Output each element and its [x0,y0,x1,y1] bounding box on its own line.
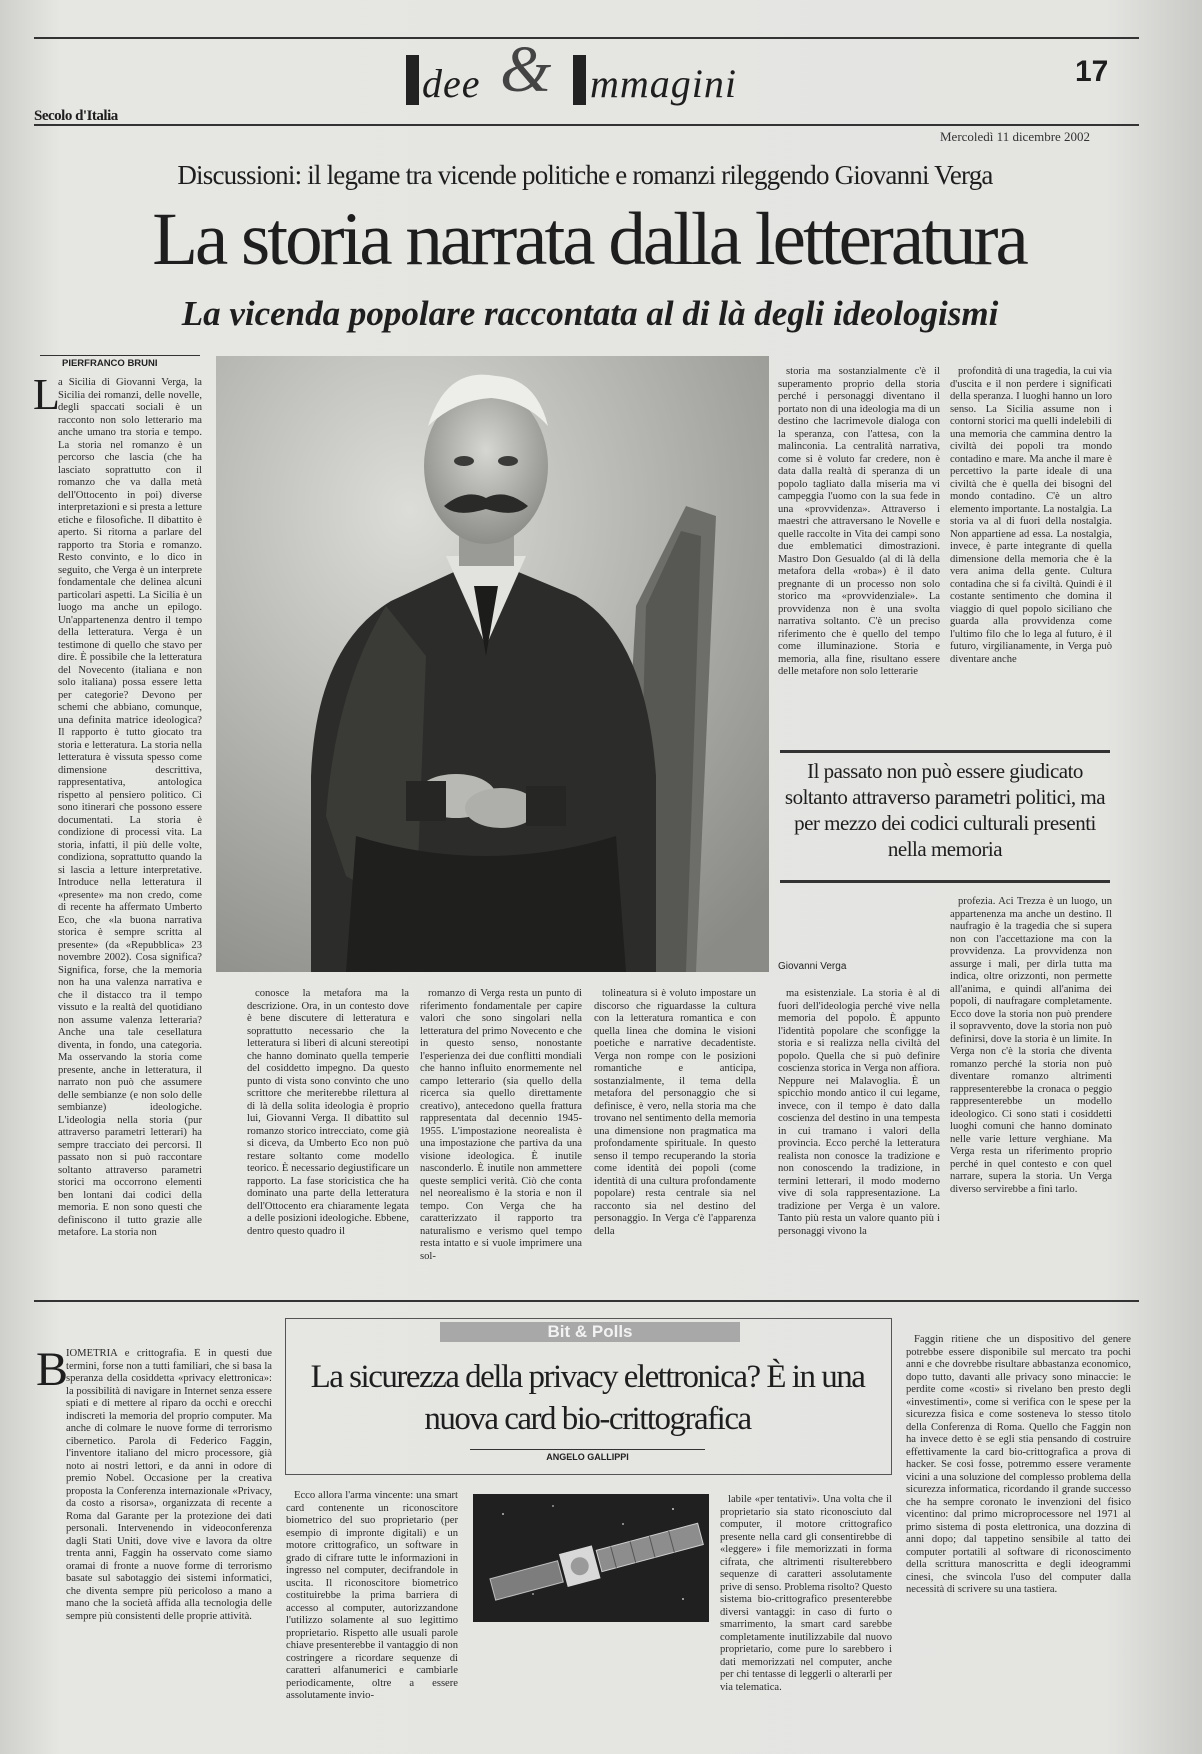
article-column-5 [778,366,940,736]
box-headline: La sicurezza della privacy elettronica? È in una nuova card bio-crittografica [310,1359,865,1437]
article-column-4b [778,988,940,1283]
article-column-6 [950,366,1112,736]
article-column-3 [420,988,582,1283]
section-title-left: dee [422,61,481,106]
box-column-4-text: Faggin ritiene che un dispositivo del genere potrebbe essere disponibile sul mercato tra pochi anni e che dovrebbe risultare abbastanza economico, dopo tutto, davanti alle privacy sono minaccie: le perdite come «costi» si rivelano ben presto degli «investimenti», come si verifica con le spese per la sicurezza fisica e come sosteneva lo stesso titolo della Conferenza di Roma. Quello che Faggin non ha invece detto è se egli stia pensando di costruire effettivamente la card bio-crittografica a prova di hacker. Se così fosse, potremmo essere veramente vicini a una soluzione del complesso problema della sicurezza informatica, ricordando il grande successo che ha sempre coronato le invenzioni del fisico vicentino: dal primo microprocessore nel 1971 al primo sistema di posta elettronica, una dozzina di anni dopo; dal tappetino sensibile al tatto dei computer portatili al software di riconoscimento della scrittura manoscritta e degli ideogrammi cinesi, che svincola l'uso del computer dalla necessità di scrivere su una tastiera. [906,1334,1131,1595]
box-column-1-text: IOMETRIA e crittografia. È in questi due termini, forse non a tutti familiari, che si basa la speranza della cosiddetta «privacy elettronica»: la possibilità di navigare in Internet senza essere spiati e di mettere al riparo da occhi e orecchi indiscreti la memoria del proprio computer. Ma anche di colmare le nuove forme di terrorismo cibernetico. Parola di Federico Faggin, l'inventore italiano del micro processore, già noto ai nostri lettori, e da anni in odore di premio Nobel. Occasione per la creativa proposta la Conferenza internazionale «Privacy, da costo a risorsa», organizzata di recente a Roma dal Garante per la protezione dei dati personali. Intervenendo in videoconferenza dagli Stati Uniti, dove vive e lavora da oltre trenta anni, Faggin ha osservato come siamo oramai di fronte a nuove forme di terrorismo basate sul sabotaggio dei sistemi informatici, che diventa sempre più pericoloso a mano a mano che la società affida alla tecnologia delle sempre più consistenti delle proprie attività. [66,1348,272,1622]
verga-portrait-photo [216,356,769,972]
article-kicker: Discussioni: il legame tra vicende politiche e romanzi rileggendo Giovanni Verga [177,160,993,190]
article-column-4 [594,988,756,1283]
box-column-1 [40,1348,272,1733]
article-column-4-text: tolineatura si è voluto impostare un discorso che riguardasse la cultura con la letteratura romantica e con quella linea che domina le visioni poetiche e narrative decadentiste. Verga non rompe con le posizioni romantiche e anticipa, sostanzialmente, il tema della metafora del personaggio che si definisce, è vero, nella storia ma che trovano nel sentimento della memoria una dimensione non pragmatica ma profondamente spirituale. In questo senso il tempo recuperando la storia come identità dei popoli (come identità di una cultura profondamente popolare) resta centrale sia nel racconto sia nel destino del personaggio. In Verga c'è l'apparenza della [594,988,756,1237]
section-title-right: mmagini [590,61,737,106]
article-column-6-text: profondità di una tragedia, la cui via d'uscita e il non perdere i significati della speranza. I luoghi hanno un loro senso. La Sicilia assume non i contorni storici ma quelli indelebili di una memoria che cammina dentro la civiltà dei popoli tra mondo contadino e mare. Ma anche il mare è percettivo la parte ideale di una civiltà che è quella dei bisogni del mondo contadino. C'è un altro elemento importante. La nostalgia. La storia va al di fuori della nostalgia. Non appartiene ad essa. La nostalgia, invece, è parte integrante di quella dimensione della memoria che è la vera anima della gente. Cultura contadina che si fa civiltà. Quindi è il costante sentimento che domina il viaggio di quel popolo siciliano che guarda alla provvidenza come l'ultimo filo che lo lega al futuro, è il futuro, virgilianamente, in Verga può diventare anche [950,366,1112,665]
verga-portrait-illustration [216,356,769,972]
satellite-illustration [473,1494,709,1622]
article-column-1-text: a Sicilia di Giovanni Verga, la Sicilia dei romanzi, delle novelle, degli spaccati sociali è un racconto non solo letterario ma anche umano tra storia e tempo. La storia nel romanzo è un percorso che lascia (che ha lasciato soprattutto con il romanzo che va dalla metà dell'Ottocento in poi) diverse interpretazioni e si presta a letture etiche e filosofiche. Il dibattito è aperto. Si ritorna a parlare del rapporto tra Storia e romanzo. Resto convinto, e lo dico in seguito, che Verga è un interprete fondamentale che delinea alcuni particolari aspetti. La Sicilia è un luogo ma anche un epilogo. Un'appartenenza dentro il tempo della letteratura. Verga è un testimone di quello che stavo per dire. È possibile che la letteratura del Novecento (italiana e non solo italiana) possa essere letta per categorie? Devono per schemi che abbiano, comunque, una definita matrice ideologica? Il rapporto è tutto giocato tra storia e letteratura. La storia nella letteratura è vissuta spesso come dimensione descrittiva, rappresentativa, antologica rispetto al pensiero politico. Ci sono itinerari che possono essere documentati. La storia è condizione di processi vita. La storia, infatti, il più delle volte, condiziona, soprattutto quando la si lascia a letture interpretative. Introduce nella letteratura il «presente» ma non credo, come di recente ha affermato Umberto Eco, che «la buona narrativa storica è sempre scritta al presente» (da «Repubblica» 23 novembre 2002). Cosa significa? Significa, forse, che la memoria non ha una valenza narrativa e che il distacco tra il tempo vissuto e la realtà del quotidiano non assume valenza letteraria? Anche una tale cesellatura diventa, in fondo, una categoria. Ma osservando la storia come presente, anche in letteratura, il narrato non può che assumere delle sembianze (e non solo delle sembianze) ideologiche. L'ideologia nella storia (pur attraverso parametri letterari) ha sempre tracciato dei percorsi. Il passato non si può raccontare soltanto attraverso parametri storici ma occorrono elementi ben lontani dai codici della memoria. E non sono questi che definiscono il tutto grazie alle metafore. La storia non [58,377,202,1238]
box-column-3-lower [470,1628,725,1733]
satellite-photo [473,1494,709,1622]
article-separator-rule [34,1300,1139,1302]
article-column-4b-text: ma esistenziale. La storia è al di fuori dell'ideologia perché vive nella memoria del popolo. È appunto l'identità popolare che sconfigge la storia e si realizza nella civiltà del popolo. Quella che si può definire coscienza storica in Verga non affiora. Neppure nei Malavoglia. È un spicchio mondo antico il cui legame, invece, con il tempo è dato dalla coscienza del destino in una tempesta in cui tramano i valori della provincia. Ecco perché la letteratura realista non conosce la tradizione e non conoscendo la tradizione, in termini letterari, il modo moderno vive di sola rappresentazione. La tradizione per Verga è un valore. Tanto più resta un valore quanto più i personaggi vivono la [778,988,940,1237]
box-byline: ANGELO GALLIPPI [546,1452,629,1462]
header-top-rule [34,37,1139,39]
issue-date: Mercoledì 11 dicembre 2002 [940,129,1091,144]
article-dropcap: L [33,370,60,419]
article-column-6b [950,896,1112,1283]
pullquote-top-rule [780,750,1110,753]
article-column-5-text: storia ma sostanzialmente c'è il superamento proprio della storia perché i personaggi diventano il portato non di una ideologia ma di un destino che lacrimevole dialoga con la speranza, con l'attesa, con la malinconia. La centralità narrativa, come si è voluto far credere, non è data dalla realtà di speranza di un popolo tagliato dalla miseria ma vi campeggia l'uomo con la sua fede in una «provvidenza». Attraverso i maestri che attraversano le Novelle e quelle raccolte in Vita dei campi sono due emblematici dimostrazioni. Mastro Don Gesualdo (al di là della metafora della «roba») è il dato pregnante di un processo non solo storico ma «provvidenziale». La provvidenza non è una svolta narrativa soltanto. C'è un preciso riferimento che è quello del tempo come illuminazione. Storia e memoria, alla fine, risultano essere delle metafore non solo letterarie [778,366,940,677]
article-column-3-text: romanzo di Verga resta un punto di riferimento fondamentale per capire valori che sono singolari nella letteratura del primo Novecento e che in questo senso, nonostante l'esperienza dei due conflitti mondiali che hanno influito enormemente nel campo letterario (sia quello della ricerca sia quello direttamente creativo), antecedono quella frattura rappresentata dal decennio 1945-1955. L'impostazione neorealista è una impostazione che partiva da una visione ideologica. È inutile nasconderlo. È inutile non ammettere queste semplici verità. Ciò che conta nel neorealismo è la storia e non il tempo. Con Verga che ha caratterizzato il rapporto tra naturalismo e verismo quel tempo resta intatto e si vuole imprimere una sol- [420,988,582,1262]
box-column-2 [286,1490,458,1733]
byline-rule [40,355,200,356]
article-column-1 [40,377,202,1283]
box-byline-rule [470,1449,705,1450]
header-bottom-rule [34,124,1139,126]
pullquote: Il passato non può essere giudicato soltanto attraverso parametri politici, ma per mezzo dei codici culturali presenti nella memoria [784,759,1106,861]
section-title-i2-bar [573,55,586,105]
box-column-3-text: labile «per tentativi». Una volta che il proprietario sia stato riconosciuto dal computer, il motore crittografico presente nella card gli consentirebbe di «leggere» i file memorizzati in forma cifrata, che altrimenti risulterebbero sequenze di caratteri assolutamente prive di senso. Problema risolto? Questo sistema bio-crittografico presenterebbe diversi vantaggi: in caso di furto o smarrimento, la smart card sarebbe completamente inutilizzabile dal nuovo proprietario, come pure lo sarebbero i dati memorizzati nel computer, anche per chi tentasse di leggerli o alterarli per via telematica. [720,1494,892,1693]
box-column-4 [906,1334,1131,1733]
masthead: Secolo d'Italia [34,108,118,124]
article-column-2 [247,988,409,1283]
pullquote-bottom-rule [780,880,1110,883]
article-column-2-text: conosce la metafora ma la descrizione. Ora, in un contesto dove è bene discutere di letteratura e soprattutto necessario che la letteratura si liberi di alcuni stereotipi che hanno dominato quella temperie del cosiddetto impegno. Da questo punto di vista sono convinto che uno scrittore che meriterebbe rilettura al di là della solita ideologia è proprio lui, Giovanni Verga. Il dibattito sul romanzo storico intrecciato, come già si diceva, da Umberto Eco non può restare soltanto come modello teorico. È necessario degiustificare un rapporto. La fase storicistica che ha dominato una parte della letteratura dell'Ottocento era chiaramente legata a delle posizioni ideologiche. Ebbene, dentro questo quadro il [247,988,409,1237]
page-number: 17 [1075,55,1109,88]
box-label: Bit & Polls [440,1322,740,1342]
article-subheadline: La vicenda popolare raccontata al di là degli ideologismi [181,294,999,333]
article-headline: La storia narrata dalla letteratura [152,198,1026,281]
box-column-2-text: Ecco allora l'arma vincente: una smart card contenente un riconoscitore biometrico del suo proprietario (per esempio di impronte digitali) e un motore crittografico, un software in grado di cifrare tutte le informazioni in ingresso nel computer, decifrandole in uscita. Il riconoscitore biometrico costituirebbe la prima barriera di accesso al computer, autorizzandone l'utilizzo solamente al suo legittimo proprietario. Rispetto alle usuali parole chiave presenterebbe il vantaggio di non costringere a ricordare sequenze di caratteri alfanumerici e cambiarle periodicamente, oltre a essere assolutamente invio- [286,1490,458,1701]
box-column-3 [720,1494,892,1734]
section-title-i-bar [406,55,419,105]
photo-caption: Giovanni Verga [778,961,847,972]
article-column-6b-text: profezia. Aci Trezza è un luogo, un appartenenza ma anche un destino. Il naufragio è la tragedia che si supera non con l'accettazione ma con la provvidenza. La provvidenza non assurge i mali, per dirla tutta ma indica, oltre orizzonti, non permette all'anima, e quindi all'anima dei popoli, di naufragare completamente. Ecco dove la storia non può prendere il sopravvento, dove la storia non può definirsi, dove la storia è un limite. In Verga non c'è la storia che diventa romanzo perché la storia non può diventare romanzo altrimenti rappresenterebbe la cronaca o peggio rappresenterebbe un modello ideologico. Ci sono stati i cosiddetti luoghi comuni che hanno dominato nelle varie letture verghiane. Ma Verga resta un riferimento proprio perché in quel contesto e con quel narrare, supera la storia. Un Verga diverso servirebbe a finì tarlo. [950,896,1112,1195]
box-dropcap: B [36,1343,69,1396]
section-title-ampersand: & [500,33,552,106]
article-byline: PIERFRANCO BRUNI [62,358,158,369]
